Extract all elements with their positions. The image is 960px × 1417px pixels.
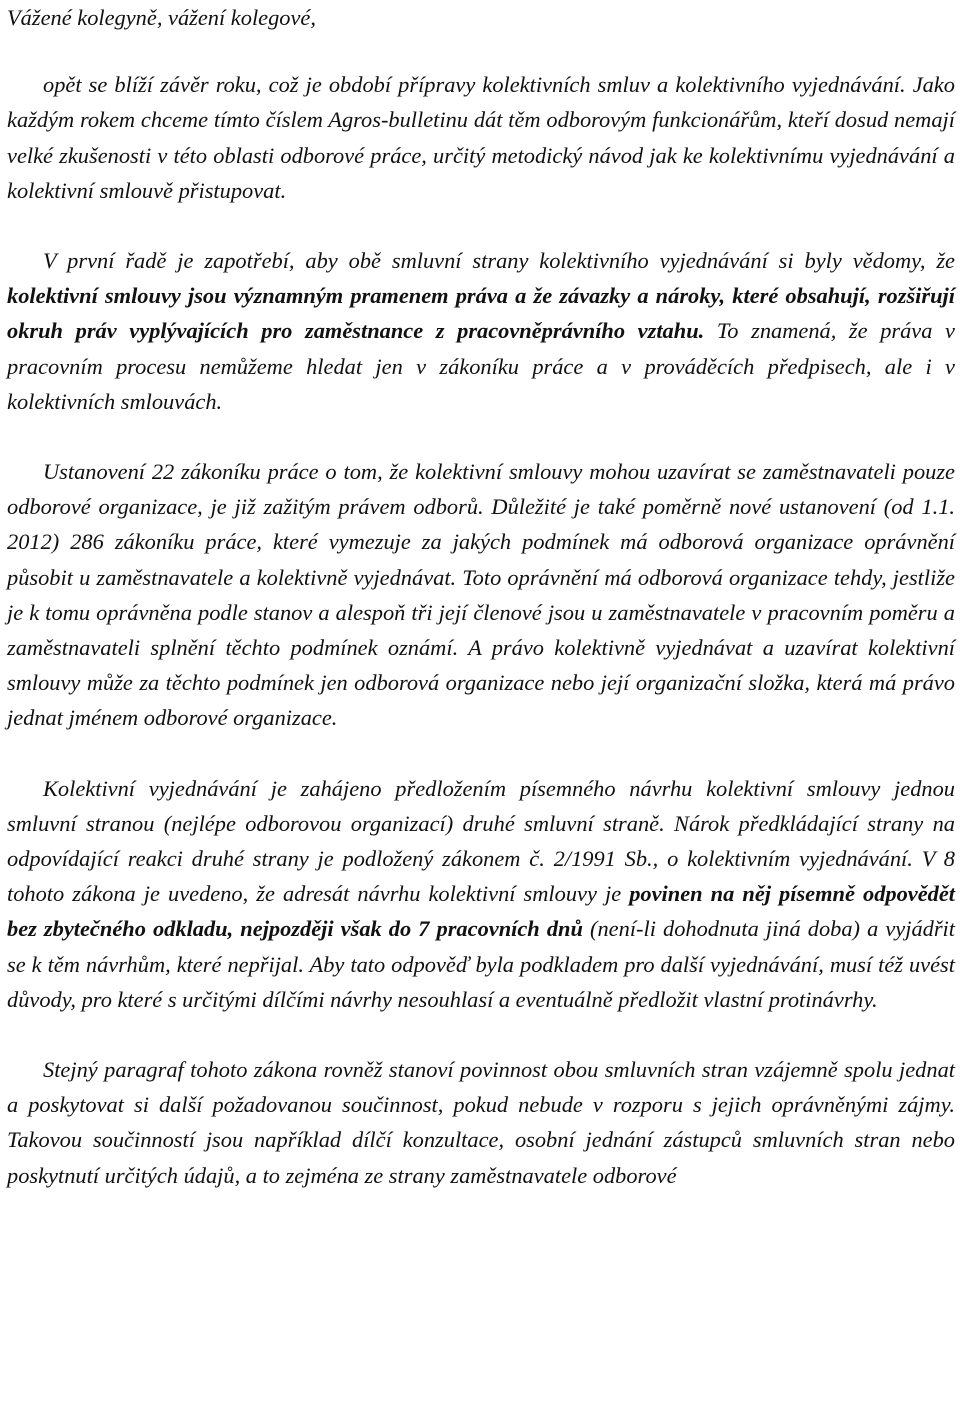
greeting: Vážené kolegyně, vážení kolegové, xyxy=(7,5,316,30)
paragraph-negotiation-start xyxy=(7,771,955,1017)
paragraph-text: (není-li dohodnuta jiná doba) a vyjádřit se k těm návrhům, které nepřijal. Aby tato odpověď byla podkladem pro další vyjednávání, musí též uvést důvody, pro které s určitými dílčími návrhy nesouhlasí a eventuálně předložit vlastní protinávrhy. xyxy=(7,916,956,1012)
paragraph-text: Kolektivní vyjednávání je zahájeno předložením písemného návrhu kolektivní smlouvy jednou smluvní stranou (nejlépe odborovou organizací) druhé smluvní straně. Nárok předkládající strany na odpovídající reakci druhé strany je podložený zákonem č. 2/1991 Sb., o kolektivním vyjednávání. V 8 tohoto zákona je uvedeno, že adresát návrhu kolektivní smlouvy je xyxy=(7,775,955,907)
paragraph-labour-code: Ustanovení 22 zákoníku práce o tom, že kolektivní smlouvy mohou uzavírat se zaměstnavateli pouze odborové organizace, je již zažitým právem odborů. Důležité je také poměrně nové ustanovení (od 1.1. 2012) 286 zákoníku práce, které vymezuje za jakých podmínek má odborová organizace oprávnění působit u zaměstnavatele a kolektivně vyjednávat. Toto oprávnění má odborová organizace tehdy, jestliže je k tomu oprávněna podle stanov a alespoň tři její členové jsou u zaměstnavatele v pracovním poměru a zaměstnavateli splnění těchto podmínek oznámí. A právo kolektivně vyjednávat a uzavírat kolektivní smlouvy může za těchto podmínek jen odborová organizace nebo její organizační složka, která má právo jednat jménem odborové organizace. xyxy=(7,459,955,731)
spacer xyxy=(7,1017,955,1052)
spacer xyxy=(7,736,955,771)
bold-emphasis: povinen na něj písemně odpovědět bez zbytečného odkladu, nejpozději však do 7 pracovních dnů xyxy=(7,881,956,942)
bold-emphasis: kolektivní smlouvy jsou významným pramenem práva a že závazky a nároky, které obsahují, rozšiřují okruh práv vyplývajících pro zaměstnance z pracovněprávního vztahu. xyxy=(7,283,955,344)
letter-page xyxy=(7,0,955,1193)
paragraph-text: To znamená, že práva v pracovním procesu nemůžeme hledat jen v zákoníku práce a v prováděcích předpisech, ale i v kolektivních smlouvách. xyxy=(7,318,955,414)
paragraph-cooperation: Stejný paragraf tohoto zákona rovněž stanoví povinnost obou smluvních stran vzájemně spolu jednat a poskytovat si další požadovanou součinnost, pokud nebude v rozporu s jejich oprávněnými zájmy. Takovou součinností jsou například dílčí konzultace, osobní jednání zástupců smluvních stran nebo poskytnutí určitých údajů, a to zejména ze strany zaměstnavatele odborové xyxy=(7,1057,955,1188)
paragraph-intro: opět se blíží závěr roku, což je období přípravy kolektivních smluv a kolektivního vyjednávání. Jako každým rokem chceme tímto číslem Agros-bulletinu dát těm odborovým funkcionářům, kteří dosud nemají velké zkušenosti v této oblasti odborové práce, určitý metodický návod jak ke kolektivnímu vyjednávání a kolektivní smlouvě přistupovat. xyxy=(7,72,955,203)
paragraph-text: V první řadě je zapotřebí, aby obě smluvní strany kolektivního vyjednávání si byly vědomy, že xyxy=(43,248,955,274)
paragraph-sources-of-law xyxy=(7,243,955,419)
spacer xyxy=(7,35,955,67)
spacer xyxy=(7,419,955,454)
spacer xyxy=(7,208,955,243)
